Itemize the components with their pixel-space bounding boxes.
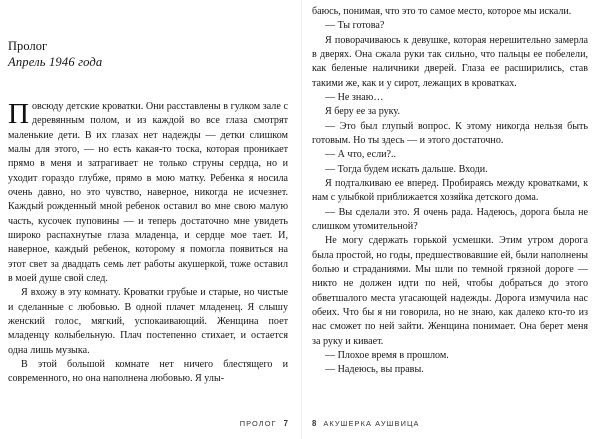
paragraph <box>8 286 288 358</box>
paragraph-text: Я вхожу в эту комнату. Кроватки грубые и старые, но чистые и сделанные с любовью. В одной плачет младенец. Я слышу женский голос, мягкий, успокаивающий. Женщина поет младенцу колыбельную. Плач постепенно стихает, и остается одна лишь музыка. <box>8 287 288 356</box>
paragraph-dialogue <box>312 91 588 105</box>
paragraph-text: Я поворачиваюсь к девушке, которая нерешительно замерла в дверях. Она сжала руки так сильно, что пальцы ее побелели, как беленые наличники дверей. Глаза ее расширились, став такими же, как и у сирот, лежащих в кроватках. <box>312 34 588 89</box>
paragraph <box>312 105 588 119</box>
paragraph-text: Я беру ее за руку. <box>325 106 400 118</box>
paragraph <box>8 358 288 387</box>
paragraph-text: — Надеюсь, вы правы. <box>325 364 424 376</box>
footer-book-title: АКУШЕРКА АУШВИЦА <box>323 419 420 428</box>
paragraph-text: — Не знаю… <box>325 91 384 103</box>
paragraph-text: Я подталкиваю ее вперед. Пробираясь между кроватками, к нам с улыбкой приближается хозяйка детского дома. <box>312 177 588 204</box>
chapter-title: Пролог <box>8 39 48 53</box>
paragraph <box>312 234 588 349</box>
paragraph-dialogue <box>312 148 588 162</box>
paragraph-dialogue <box>312 206 588 235</box>
paragraph <box>312 177 588 206</box>
paragraph-dialogue <box>312 19 588 33</box>
paragraph-text: Не могу сдержать горькой усмешки. Этим утром дорога была простой, но годы, предшествовавшие ей, были наполнены болью и страданиями. Мы шли по темной грязной дороге — никто не должен идти по ней, чтобы добраться до этого обветшалого места угасающей надежды. Дорога измучила нас обеих. Что бы я ни говорила, но не знаю, как далеко кто-то из нас сможет по ней зайти. Женщина понимает. Она берет меня за руку и кивает. <box>312 235 588 347</box>
page-number: 7 <box>283 419 288 428</box>
chapter-subtitle: Апрель 1946 года <box>8 55 103 69</box>
paragraph-text: — Ты готова? <box>325 20 385 32</box>
paragraph-text: овсюду детские кроватки. Они расставлены в гулком зале с деревянным полом, и из каждой во все глаза смотрят маленькие дети. В их глазах нет надежды — детки слишком малы для этого, — но есть какая-то тоска, которая проникает прямо в меня и затрагивает не только струны сердца, но и уходит гораздо глубже, прямо в мою матку. Ребенка я носила очень давно, но это чувство, наверное, никогда не исчезнет. Каждый рожденный мной ребенок оставил во мне свою малую часть, кусочек пуповины — и теперь достаточно мне увидеть широко распахнутые глаза младенца, и сердце мое тает. И, наверное, каждый ребенок, которому я помогла появиться на этот свет за двадцать семь лет работы акушеркой, тоже оставил в моей душе свой след. <box>8 101 288 284</box>
paragraph-text: В этой большой комнате нет ничего блестящего и современного, но она наполнена любовью. Я улы- <box>8 358 288 385</box>
paragraph-text: баюсь, понимая, что это то самое место, которое мы искали. <box>312 6 572 17</box>
left-page-footer <box>240 419 288 428</box>
right-page-text-column <box>312 0 588 378</box>
left-page-body <box>8 0 288 387</box>
footer-chapter-label: ПРОЛОГ <box>239 419 277 428</box>
paragraph <box>312 34 588 91</box>
paragraph-opening <box>8 100 288 286</box>
paragraph-dialogue <box>312 163 588 177</box>
paragraph-text: — Тогда будем искать дальше. Входи. <box>325 163 488 175</box>
right-page <box>300 0 600 439</box>
right-page-body <box>312 0 588 378</box>
page-number: 8 <box>312 419 317 428</box>
drop-cap: П <box>8 98 29 130</box>
paragraph-dialogue <box>312 349 588 363</box>
paragraph-text: — Плохое время в прошлом. <box>325 349 449 361</box>
paragraph-text: — А что, если?.. <box>325 149 397 161</box>
chapter-heading <box>8 0 288 70</box>
paragraph-text: — Это был глупый вопрос. К этому никогда нельзя быть готовым. Но ты здесь — и этого достаточно. <box>312 120 588 146</box>
paragraph-text: — Вы сделали это. Я очень рада. Надеюсь, дорога была не слишком утомительной? <box>312 206 588 232</box>
paragraph-continuation <box>312 5 588 19</box>
left-page-text-column <box>8 100 288 387</box>
paragraph-dialogue <box>312 120 588 149</box>
right-page-footer <box>312 419 420 428</box>
paragraph-dialogue <box>312 363 588 377</box>
